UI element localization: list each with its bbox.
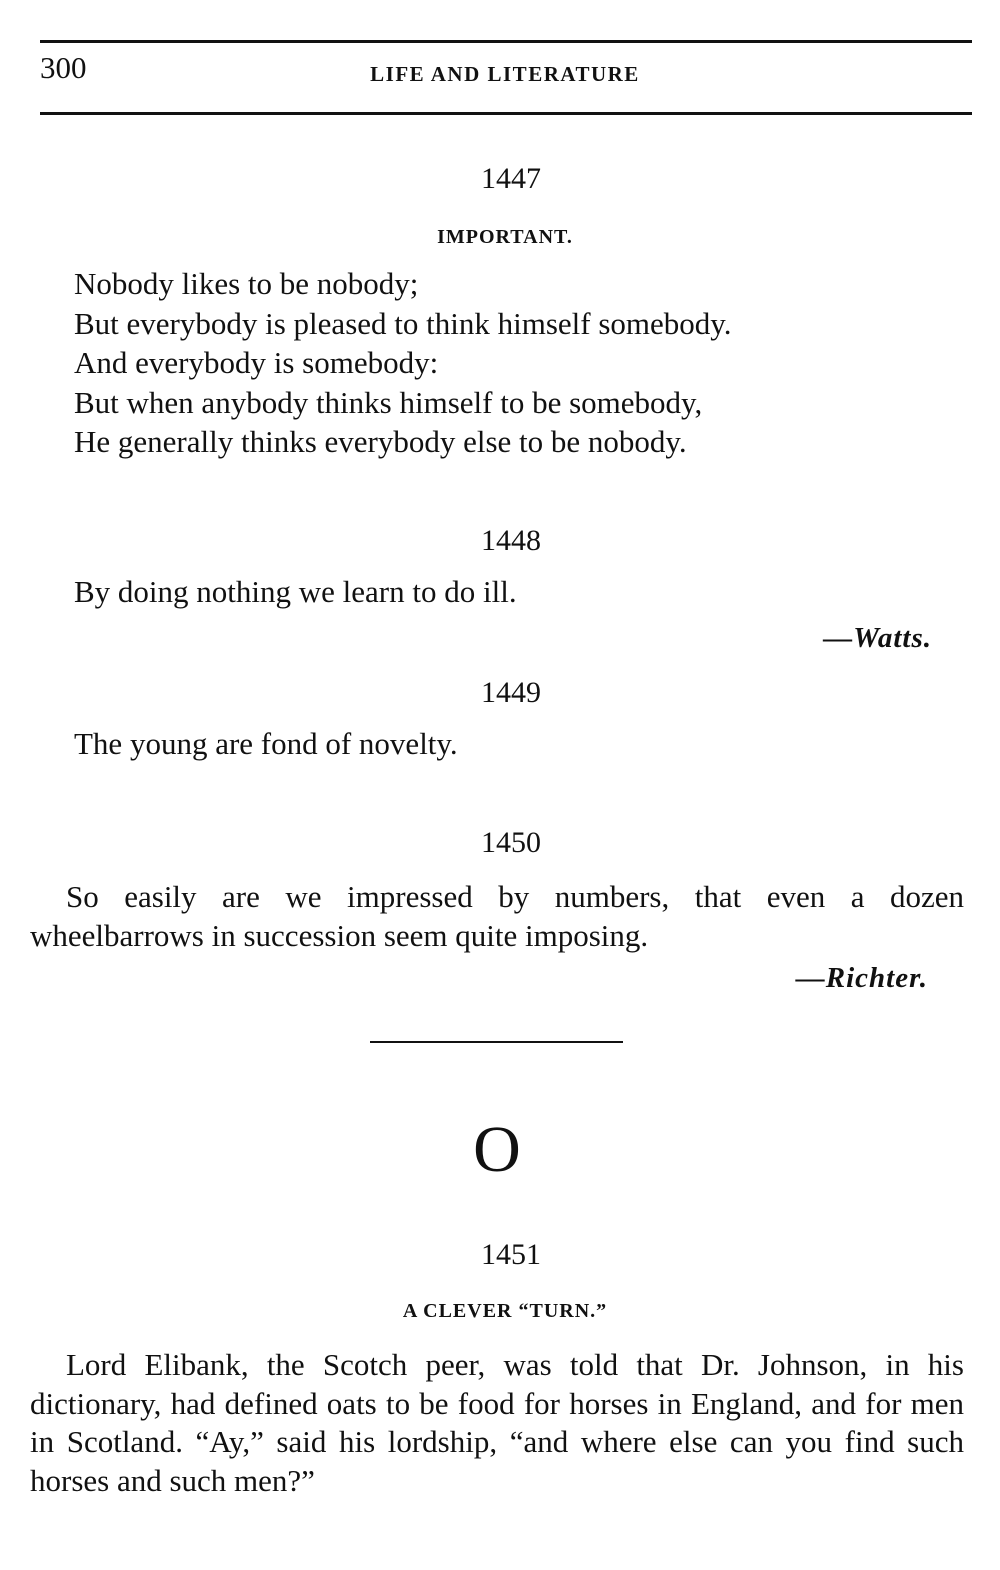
anecdote-1451: Lord Elibank, the Scotch peer, was told that Dr. Johnson, in his dictionary, had defined oats to be food for horses in England, and for men in Scotland. “Ay,” said his lordship, “and where else can you find such horses and such men?” bbox=[30, 1347, 964, 1498]
running-title: LIFE AND LITERATURE bbox=[370, 62, 640, 86]
quote-1449: The young are fond of novelty. bbox=[74, 726, 458, 761]
verse-line: Nobody likes to be nobody; bbox=[74, 266, 419, 301]
author-richter: —Richter. bbox=[795, 962, 928, 994]
entry-number-1448: 1448 bbox=[481, 524, 541, 557]
section-divider bbox=[370, 1041, 623, 1043]
verse-line: But everybody is pleased to think himself somebody. bbox=[74, 305, 732, 341]
verse-line: And everybody is somebody: bbox=[74, 345, 439, 380]
entry-number-1447: 1447 bbox=[481, 162, 541, 195]
header-rule-bottom bbox=[40, 112, 972, 115]
entry-number-1451: 1451 bbox=[481, 1238, 541, 1271]
page-number: 300 bbox=[40, 50, 87, 85]
verse-1447 bbox=[74, 264, 732, 462]
entry-heading-important: IMPORTANT. bbox=[437, 226, 573, 248]
section-letter: O bbox=[473, 1113, 521, 1186]
entry-number-1449: 1449 bbox=[481, 676, 541, 709]
header-rule-top bbox=[40, 40, 972, 43]
entry-heading-clever-turn: A CLEVER “TURN.” bbox=[402, 1300, 608, 1322]
quote-1450: So easily are we impressed by numbers, that even a dozen wheelbarrows in succession seem quite imposing. bbox=[30, 879, 964, 953]
verse-line: But when anybody thinks himself to be somebody, bbox=[74, 384, 703, 420]
entry-number-1450: 1450 bbox=[481, 826, 541, 859]
quote-1448: By doing nothing we learn to do ill. bbox=[74, 574, 517, 609]
verse-line: He generally thinks everybody else to be nobody. bbox=[74, 424, 687, 459]
author-watts: —Watts. bbox=[823, 622, 932, 654]
